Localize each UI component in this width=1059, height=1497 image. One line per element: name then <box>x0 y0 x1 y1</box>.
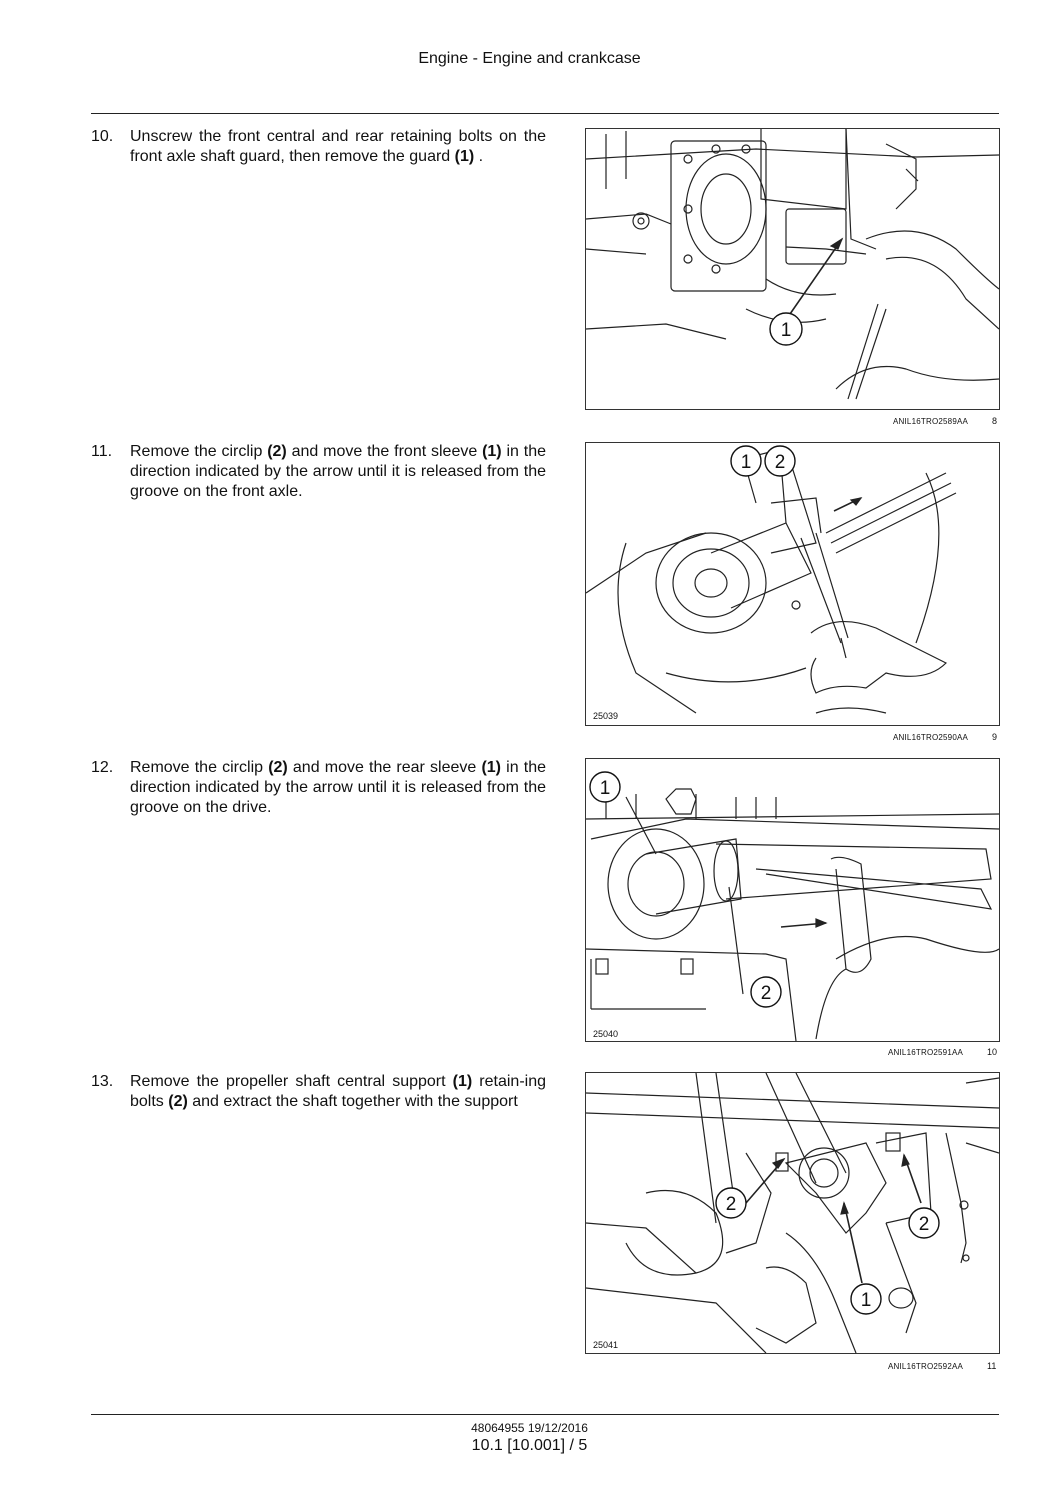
callout-1 <box>590 772 620 802</box>
svg-text:1: 1 <box>780 320 792 341</box>
figure-code: ANIL16TRO2591AA <box>888 1048 964 1057</box>
step-text: Remove the circlip (2) and move the rear sleeve (1) in the direction indicated by the arrow until it is released from the groove on the drive. <box>130 759 547 816</box>
step-number: 10. <box>91 128 114 145</box>
callout-1 <box>731 446 761 476</box>
header-rule <box>91 113 999 114</box>
figure-11-illustration <box>585 1072 1000 1354</box>
footer-doc-ref: 48064955 19/12/2016 <box>471 1421 588 1435</box>
footer-page-ref: 10.1 [10.001] / 5 <box>471 1437 588 1454</box>
figure-number: 9 <box>992 732 998 742</box>
svg-text:1: 1 <box>740 452 752 473</box>
svg-text:2: 2 <box>918 1214 930 1235</box>
svg-text:2: 2 <box>725 1194 737 1215</box>
figure-9-illustration <box>585 442 1000 726</box>
step-11 <box>91 442 546 502</box>
step-text: Remove the circlip (2) and move the front sleeve (1) in the direction indicated by the arrow until it is released from the groove on the front axle. <box>130 443 546 500</box>
image-number: 25039 <box>593 711 619 721</box>
step-text: Unscrew the front central and rear retaining bolts on the front axle shaft guard, then remove the guard (1) . <box>130 128 546 165</box>
figure-10-illustration <box>585 758 1000 1042</box>
callout-2 <box>765 446 795 476</box>
figure-code: ANIL16TRO2590AA <box>893 733 969 742</box>
step-number: 11. <box>91 443 113 460</box>
page-header-title: Engine - Engine and crankcase <box>418 50 641 67</box>
step-13 <box>91 1072 546 1112</box>
svg-text:2: 2 <box>774 452 786 473</box>
step-text: Remove the propeller shaft central support (1) retain-ing bolts (2) and extract the shaft together with the support <box>130 1073 547 1110</box>
image-number: 25041 <box>593 1340 619 1350</box>
footer-rule <box>91 1414 999 1415</box>
figure-number: 10 <box>987 1047 998 1057</box>
step-12 <box>91 758 546 818</box>
figure-8-illustration <box>585 128 1000 410</box>
svg-text:1: 1 <box>599 778 611 799</box>
figure-code: ANIL16TRO2592AA <box>888 1362 964 1371</box>
step-number: 12. <box>91 759 114 776</box>
callout-2-left <box>716 1188 746 1218</box>
callout-1 <box>851 1284 881 1314</box>
figure-code: ANIL16TRO2589AA <box>893 417 969 426</box>
svg-text:1: 1 <box>860 1290 872 1311</box>
callout-1 <box>770 313 802 345</box>
callout-2-right <box>909 1208 939 1238</box>
figure-number: 8 <box>992 416 998 426</box>
step-number: 13. <box>91 1073 114 1090</box>
step-10 <box>91 127 546 167</box>
image-number: 25040 <box>593 1029 619 1039</box>
callout-2 <box>751 977 781 1007</box>
figure-number: 11 <box>987 1361 997 1371</box>
svg-text:2: 2 <box>760 983 772 1004</box>
